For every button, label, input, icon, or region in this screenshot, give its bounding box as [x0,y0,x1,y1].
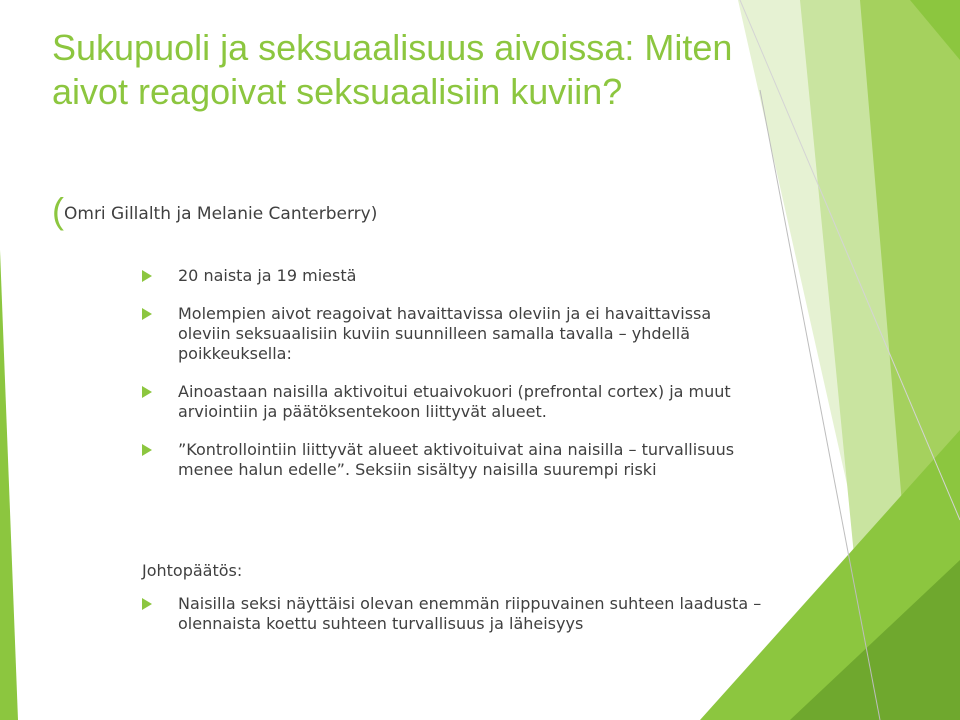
slide-subtitle [52,190,377,232]
bullet-text: Molempien aivot reagoivat havaittavissa oleviin ja ei havaittavissa oleviin seksuaalisiin kuviin suunnilleen samalla tavalla – yhdellä poikkeuksella: [178,304,712,363]
left-green-strip [0,250,18,720]
bullet-text: Ainoastaan naisilla aktivoitui etuaivokuori (prefrontal cortex) ja muut arviointiin ja päätöksentekoon liittyvät alueet. [178,382,731,421]
conclusion-label: Johtopäätös: [142,561,243,580]
list-item [142,266,762,286]
bullet-list [142,266,762,514]
arrow-bullet-icon [142,386,152,398]
conclusion-text: Naisilla seksi näyttäisi olevan enemmän riippuvainen suhteen laadusta – olennaista koettu suhteen turvallisuus ja läheisyys [178,594,762,633]
arrow-bullet-icon [142,308,152,320]
subtitle-paren: ( [52,190,64,231]
slide-title: Sukupuoli ja seksuaalisuus aivoissa: Miten aivot reagoivat seksuaalisiin kuviin? [52,27,733,112]
list-item [142,304,762,364]
arrow-bullet-icon [142,444,152,456]
list-item [142,382,762,422]
subtitle-text: Omri Gillalth ja Melanie Canterberry) [64,204,378,224]
bullet-text: 20 naista ja 19 miestä [178,266,357,285]
arrow-bullet-icon [142,598,152,610]
list-item [142,594,762,634]
conclusion-list [142,594,762,634]
arrow-bullet-icon [142,270,152,282]
list-item [142,440,762,480]
bullet-text: ”Kontrollointiin liittyvät alueet aktivoituivat aina naisilla – turvallisuus menee halun edelle”. Seksiin sisältyy naisilla suurempi riski [178,440,735,479]
